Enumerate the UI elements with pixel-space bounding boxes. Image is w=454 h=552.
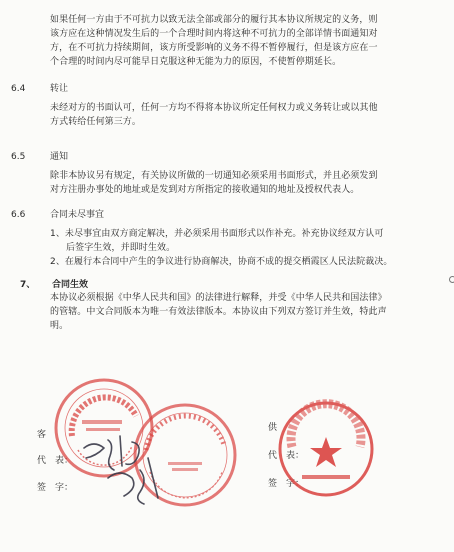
section-number: 6.6 <box>11 210 26 220</box>
supplier-label: 供 <box>268 423 278 433</box>
section-line: 本协议必须根据《中华人民共和国》的法律进行解释，并受《中华人民共和国法律》 <box>50 293 387 303</box>
section-line: 2、在履行本合同中产生的争议进行协商解决，协商不成的提交栖霞区人民法院裁决。 <box>50 257 393 267</box>
paragraph-line: 个合理的时间内尽可能早日克服这种无能为力的原因，不使暂停期延长。 <box>50 57 342 67</box>
paragraph-line: 方，在不可抗力持续期间，该方所受影响的义务不得不暂停履行，但是该方应在一 <box>50 43 378 53</box>
section-line: 明。 <box>50 321 69 331</box>
section-number: 7、 <box>20 280 36 290</box>
section-heading: 转让 <box>50 84 69 94</box>
section-line: 1、未尽事宜由双方商定解决，并必须采用书面形式以作补充。补充协议经双方认可 <box>50 229 384 239</box>
signature-label: 签 字： <box>37 483 74 493</box>
section-heading: 通知 <box>50 152 69 162</box>
handwritten-signature <box>62 412 182 512</box>
section-line: 未经对方的书面认可，任何一方均不得将本协议所定任何权力或义务转让或以其他 <box>50 103 378 113</box>
signature-label: 签 字： <box>268 479 305 489</box>
scan-mark-icon <box>449 276 454 283</box>
representative-label: 代 表： <box>37 456 74 466</box>
section-number: 6.5 <box>11 152 26 162</box>
section-line: 后签字生效，并即时生效。 <box>66 243 176 253</box>
paragraph-line: 该方应在这种情况发生后的一个合理时间内将这种不可抗力的全部详情书面通知对 <box>50 29 378 39</box>
buyer-label: 客 <box>37 430 47 440</box>
supplier-seal <box>276 399 376 499</box>
section-heading: 合同生效 <box>52 280 89 290</box>
section-line: 除非本协议另有规定，有关协议所做的一切通知必须采用书面形式，并且必须发到 <box>50 171 378 181</box>
representative-label: 代 表： <box>268 451 305 461</box>
section-heading: 合同未尽事宜 <box>50 210 105 220</box>
paragraph-line: 如果任何一方由于不可抗力以致无法全部或部分的履行其本协议所规定的义务，则 <box>50 15 378 25</box>
section-line: 对方注册办事处的地址或是发到对方所指定的接收通知的地址及授权代表人。 <box>50 185 360 195</box>
section-line: 的管辖。中文合同版本为唯一有效法律版本。本协议由下列双方签订并生效，特此声 <box>50 307 387 317</box>
section-number: 6.4 <box>11 84 26 94</box>
section-line: 方式转给任何第三方。 <box>50 117 142 127</box>
